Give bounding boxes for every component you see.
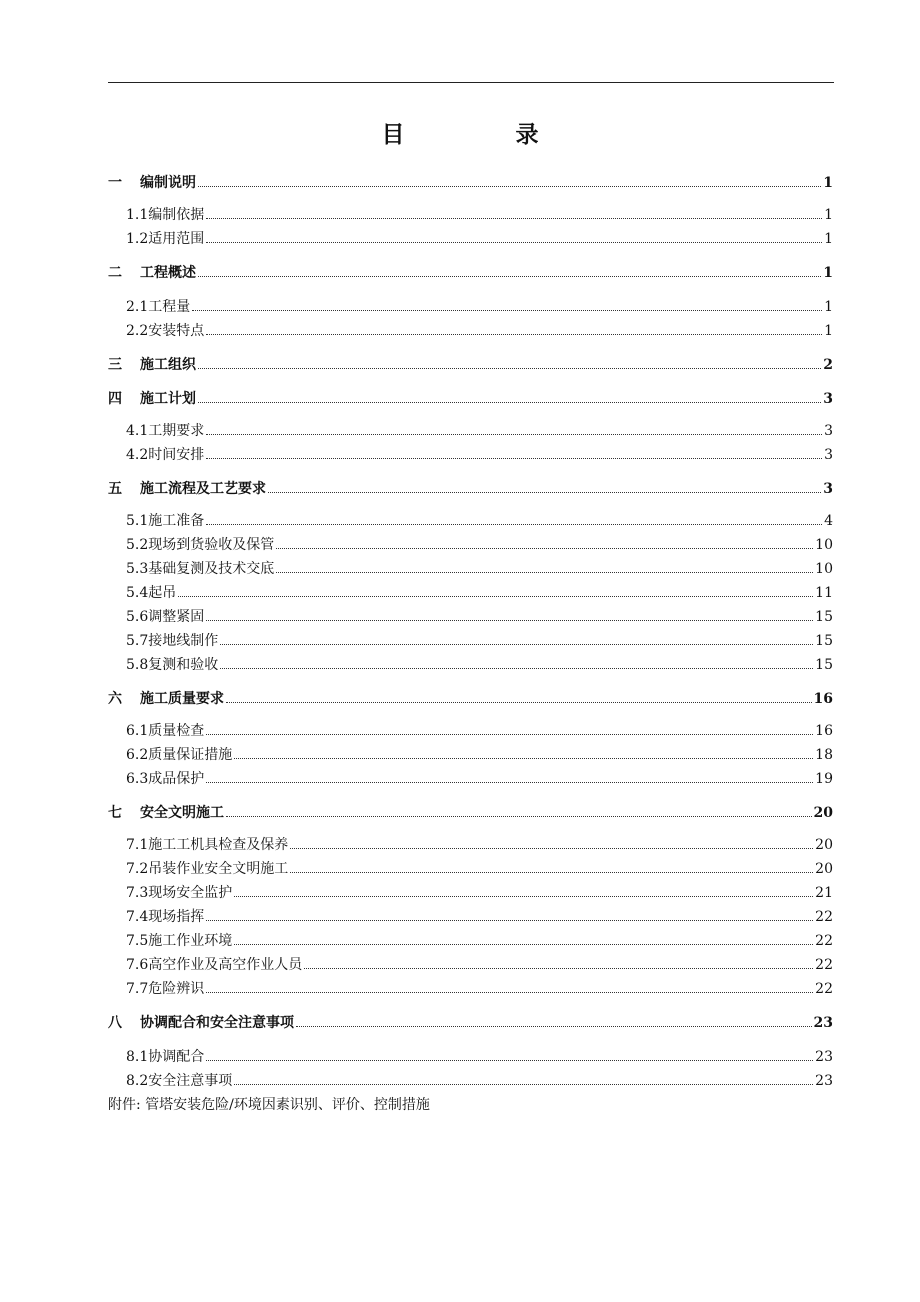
toc-dot-leader — [234, 757, 813, 759]
toc-entry-number: 5.7 — [126, 633, 149, 649]
toc-entry-label: 编制说明 — [140, 175, 196, 191]
toc-section-entry[interactable] — [126, 832, 833, 854]
toc-dot-leader — [206, 457, 822, 459]
toc-entry-label: 施工质量要求 — [140, 691, 224, 707]
toc-page-number: 22 — [815, 933, 833, 949]
toc-dot-leader — [198, 275, 821, 277]
toc-entry-number: 五 — [108, 481, 122, 497]
toc-page-number: 15 — [815, 633, 833, 649]
toc-entry-number: 4.2 — [126, 447, 149, 463]
toc-chapter-entry[interactable] — [108, 800, 833, 822]
toc-chapter-entry[interactable] — [108, 170, 833, 192]
toc-page-number: 3 — [824, 447, 833, 463]
toc-entry-number: 6.2 — [126, 747, 149, 763]
toc-entry-label: 编制依据 — [148, 207, 205, 223]
toc-dot-leader — [276, 571, 813, 573]
toc-section-entry[interactable] — [126, 742, 833, 764]
toc-entry-number: 8.1 — [126, 1049, 149, 1065]
toc-entry-label: 质量保证措施 — [148, 747, 233, 763]
toc-dot-leader — [290, 871, 813, 873]
toc-section-entry[interactable] — [126, 556, 833, 578]
toc-section-entry[interactable] — [126, 318, 833, 340]
toc-section-entry[interactable] — [126, 928, 833, 950]
toc-entry-label: 质量检查 — [148, 723, 205, 739]
toc-section-entry[interactable] — [126, 652, 833, 674]
toc-dot-leader — [290, 847, 813, 849]
toc-dot-leader — [198, 185, 821, 187]
toc-dot-leader — [198, 401, 821, 403]
toc-section-entry[interactable] — [126, 532, 833, 554]
toc-dot-leader — [234, 895, 813, 897]
toc-dot-leader — [206, 991, 813, 993]
toc-page-number: 20 — [813, 805, 833, 821]
toc-entry-number: 6.1 — [126, 723, 149, 739]
toc-entry-label: 协调配合和安全注意事项 — [140, 1015, 294, 1031]
toc-chapter-entry[interactable] — [108, 352, 833, 374]
toc-page-number: 1 — [824, 207, 833, 223]
toc-chapter-entry[interactable] — [108, 1010, 833, 1032]
toc-entry-number: 7.1 — [126, 837, 149, 853]
toc-dot-leader — [206, 919, 813, 921]
toc-entry-label: 施工组织 — [140, 357, 196, 373]
toc-chapter-entry[interactable] — [108, 386, 833, 408]
toc-entry-label: 吊装作业安全文明施工 — [148, 861, 289, 877]
toc-entry-number: 5.4 — [126, 585, 149, 601]
toc-entry-label: 施工工机具检查及保养 — [148, 837, 289, 853]
toc-entry-label: 调整紧固 — [148, 609, 205, 625]
toc-section-entry[interactable] — [126, 718, 833, 740]
toc-section-entry[interactable] — [126, 202, 833, 224]
toc-section-entry[interactable] — [126, 580, 833, 602]
toc-dot-leader — [206, 333, 822, 335]
toc-page-number: 20 — [815, 837, 833, 853]
toc-entry-label: 现场安全监护 — [148, 885, 233, 901]
toc-page-number: 22 — [815, 957, 833, 973]
toc-entry-number: 7.4 — [126, 909, 149, 925]
toc-page-number: 15 — [815, 609, 833, 625]
toc-section-entry[interactable] — [126, 442, 833, 464]
toc-page-number: 10 — [815, 537, 833, 553]
toc-dot-leader — [178, 595, 813, 597]
toc-entry-number: 7.5 — [126, 933, 149, 949]
toc-dot-leader — [206, 1059, 813, 1061]
toc-page-number: 15 — [815, 657, 833, 673]
toc-page-number: 1 — [823, 265, 833, 281]
toc-entry-number: 5.3 — [126, 561, 149, 577]
toc-entry-number: 1.2 — [126, 231, 149, 247]
toc-page-number: 19 — [815, 771, 833, 787]
toc-dot-leader — [226, 815, 812, 817]
toc-page-number: 22 — [815, 981, 833, 997]
toc-page-number: 3 — [823, 391, 833, 407]
toc-chapter-entry[interactable] — [108, 476, 833, 498]
toc-entry-number: 5.2 — [126, 537, 149, 553]
toc-section-entry[interactable] — [126, 418, 833, 440]
toc-section-entry[interactable] — [126, 952, 833, 974]
toc-dot-leader — [192, 309, 822, 311]
toc-section-entry[interactable] — [126, 766, 833, 788]
toc-page-number: 3 — [823, 481, 833, 497]
toc-section-entry[interactable] — [126, 856, 833, 878]
toc-section-entry[interactable] — [126, 226, 833, 248]
toc-entry-number: 1.1 — [126, 207, 149, 223]
toc-entry-label: 施工作业环境 — [148, 933, 233, 949]
toc-page-number: 1 — [824, 299, 833, 315]
toc-section-entry[interactable] — [126, 628, 833, 650]
toc-chapter-entry[interactable] — [108, 686, 833, 708]
toc-dot-leader — [220, 667, 813, 669]
toc-entry-number: 7.2 — [126, 861, 149, 877]
toc-entry-number: 6.3 — [126, 771, 149, 787]
toc-entry-number: 二 — [108, 265, 122, 281]
toc-page-number: 23 — [815, 1049, 833, 1065]
toc-entry-number: 三 — [108, 357, 122, 373]
toc-dot-leader — [234, 943, 813, 945]
toc-entry-number: 一 — [108, 175, 122, 191]
toc-page-number: 4 — [824, 513, 833, 529]
toc-page-number: 18 — [815, 747, 833, 763]
toc-entry-number: 7.6 — [126, 957, 149, 973]
toc-dot-leader — [304, 967, 813, 969]
toc-dot-leader — [206, 217, 822, 219]
toc-entry-label: 施工计划 — [140, 391, 196, 407]
toc-page-number: 3 — [824, 423, 833, 439]
toc-page-number: 21 — [815, 885, 833, 901]
toc-entry-label: 施工准备 — [148, 513, 205, 529]
toc-entry-label: 复测和验收 — [148, 657, 219, 673]
toc-entry-label: 接地线制作 — [148, 633, 219, 649]
toc-entry-number: 5.8 — [126, 657, 149, 673]
toc-entry-number: 2.2 — [126, 323, 149, 339]
toc-entry-label: 施工流程及工艺要求 — [140, 481, 266, 497]
toc-dot-leader — [206, 619, 813, 621]
toc-section-entry[interactable] — [126, 604, 833, 626]
toc-page-number: 10 — [815, 561, 833, 577]
toc-dot-leader — [206, 523, 822, 525]
toc-page-number: 16 — [815, 723, 833, 739]
toc-page-number: 1 — [823, 175, 833, 191]
toc-dot-leader — [220, 643, 813, 645]
toc-section-entry[interactable] — [126, 880, 833, 902]
toc-section-entry[interactable] — [126, 294, 833, 316]
toc-page-number: 11 — [815, 585, 833, 601]
toc-entry-label: 工期要求 — [148, 423, 205, 439]
toc-section-entry[interactable] — [126, 904, 833, 926]
toc-entry-label: 现场指挥 — [148, 909, 205, 925]
toc-entry-label: 高空作业及高空作业人员 — [148, 957, 303, 973]
toc-entry-label: 起吊 — [148, 585, 177, 601]
toc-page-number: 22 — [815, 909, 833, 925]
toc-entry-number: 5.6 — [126, 609, 149, 625]
toc-chapter-entry[interactable] — [108, 260, 833, 282]
toc-entry-number: 4.1 — [126, 423, 149, 439]
toc-entry-label: 安全注意事项 — [148, 1073, 233, 1089]
toc-dot-leader — [268, 491, 821, 493]
toc-dot-leader — [206, 241, 822, 243]
toc-dot-leader — [296, 1025, 812, 1027]
toc-entry-label: 时间安排 — [148, 447, 205, 463]
toc-dot-leader — [206, 733, 813, 735]
toc-entry-number: 2.1 — [126, 299, 149, 315]
toc-dot-leader — [206, 781, 813, 783]
toc-dot-leader — [276, 547, 813, 549]
toc-section-entry[interactable] — [126, 508, 833, 530]
toc-entry-number: 7.7 — [126, 981, 149, 997]
toc-page-number: 1 — [824, 323, 833, 339]
toc-entry-label: 工程量 — [148, 299, 191, 315]
toc-entry-label: 成品保护 — [148, 771, 205, 787]
page-title: 目 录 — [381, 121, 583, 148]
toc-entry-label: 协调配合 — [148, 1049, 205, 1065]
toc-entry-label: 基础复测及技术交底 — [148, 561, 275, 577]
toc-page-number: 1 — [824, 231, 833, 247]
toc-section-entry[interactable] — [126, 976, 833, 998]
toc-entry-label: 安全文明施工 — [140, 805, 224, 821]
toc-entry-number: 四 — [108, 391, 122, 407]
appendix-note: 附件: 管塔安装危险/环境因素识别、评价、控制措施 — [108, 1097, 430, 1113]
toc-dot-leader — [234, 1083, 813, 1085]
toc-entry-number: 七 — [108, 805, 122, 821]
toc-page-number: 23 — [813, 1015, 833, 1031]
toc-entry-number: 5.1 — [126, 513, 149, 529]
toc-entry-label: 现场到货验收及保管 — [148, 537, 275, 553]
toc-page-number: 23 — [815, 1073, 833, 1089]
toc-section-entry[interactable] — [126, 1068, 833, 1090]
toc-dot-leader — [226, 701, 812, 703]
toc-entry-label: 安装特点 — [148, 323, 205, 339]
header-rule — [108, 82, 834, 83]
toc-entry-number: 八 — [108, 1015, 122, 1031]
toc-page-number: 16 — [813, 691, 833, 707]
toc-entry-label: 危险辨识 — [148, 981, 205, 997]
toc-dot-leader — [198, 367, 821, 369]
toc-entry-label: 工程概述 — [140, 265, 196, 281]
toc-page-number: 20 — [815, 861, 833, 877]
toc-entry-number: 六 — [108, 691, 122, 707]
toc-entry-number: 7.3 — [126, 885, 149, 901]
toc-entry-number: 8.2 — [126, 1073, 149, 1089]
toc-page-number: 2 — [823, 357, 833, 373]
toc-section-entry[interactable] — [126, 1044, 833, 1066]
toc-entry-label: 适用范围 — [148, 231, 205, 247]
toc-dot-leader — [206, 433, 822, 435]
